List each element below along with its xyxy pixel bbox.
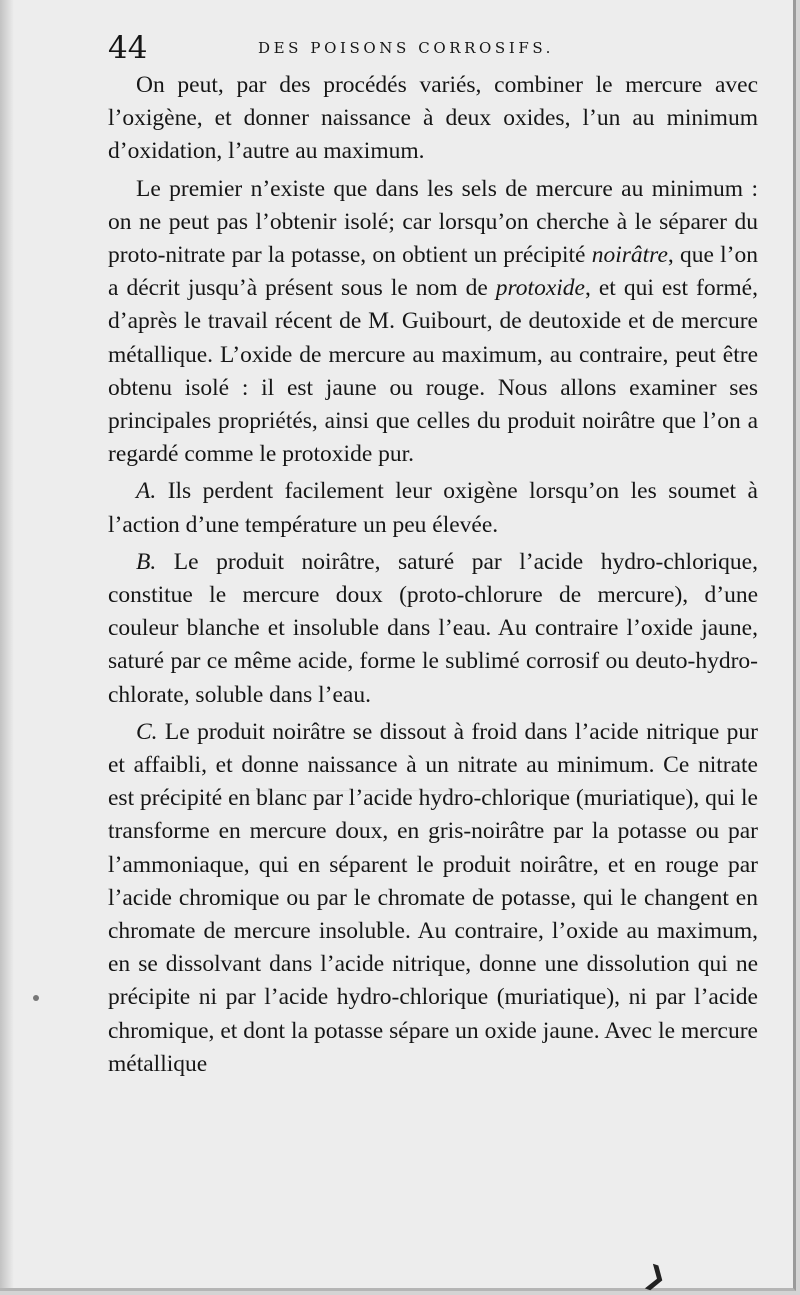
running-title: DES POISONS CORROSIFS. xyxy=(258,39,555,57)
italic-term-protoxide: protoxide xyxy=(495,275,585,302)
page-number: 44 xyxy=(108,30,148,66)
italic-term-noiratre: noirâtre xyxy=(591,242,668,269)
section-label-a: A. xyxy=(136,478,157,505)
show-through-line xyxy=(250,790,650,791)
paragraph-text: Le produit noirâtre se dissout à froid dans l’acide nitrique pur et affaibli, et donne naissance à un nitrate au minimum. Ce nitrate est précipité en blanc par l’acide hydro-chlorique (muriatique), qui le transforme en mercure doux, en gris-noirâtre par la potasse ou par l’ammoniaque, qui en séparent le produit noirâtre, et en rouge par l’acide chromique ou par le chromate de potasse, qui le changent en chromate de mercure insoluble. Au contraire, l’oxide au maximum, en se dissolvant dans l’acide nitrique, donne une dissolution qui ne précipite ni par l’acide hydro-chlorique (muriatique), ni par l’acide chromique, et dont la potasse sépare un oxide jaune. Avec le mercure métallique xyxy=(108,718,758,1077)
binding-shadow xyxy=(0,0,14,1288)
paragraph-text: , que l’on a décrit jusqu’à présent sous le nom de xyxy=(108,242,758,302)
paragraph-text: Ils perdent facilement leur oxigène lorsqu’on les soumet à l’action d’une température un peu élevée. xyxy=(108,478,758,538)
body-text xyxy=(108,69,758,1085)
section-label-c: C. xyxy=(136,718,158,745)
paragraph-intro: On peut, par des procédés variés, combiner le mercure avec l’oxigène, et donner naissance à deux oxides, l’un au minimum d’oxidation, l’autre au maximum. xyxy=(108,72,758,165)
paragraph-first-oxide xyxy=(108,173,758,472)
paragraph-a xyxy=(108,475,758,541)
paragraph-text: , et qui est formé, d’après le travail récent de M. Guibourt, de deutoxide et de mercure métallique. L’oxide de mercure au maximum, au contraire, peut être obtenu isolé : il est jaune ou rouge. Nous allons examiner ses principales propriétés, ainsi que celles du produit noirâtre que l’on a regardé comme le protoxide pur. xyxy=(108,275,758,468)
paragraph-b xyxy=(108,546,758,712)
ink-mark: ❯ xyxy=(640,1259,671,1295)
paragraph-c xyxy=(108,716,758,1081)
section-label-b: B. xyxy=(136,548,157,575)
ink-spot xyxy=(33,995,39,1001)
paragraph-text: Le produit noirâtre, saturé par l’acide hydro-chlorique, constitue le mercure doux (proto-chlorure de mercure), d’une couleur blanche et insoluble dans l’eau. Au contraire l’oxide jaune, saturé par ce même acide, forme le sublimé corrosif ou deuto-hydro-chlorate, soluble dans l’eau. xyxy=(108,548,758,708)
page-header xyxy=(108,30,758,66)
paragraph-text: Le premier n’existe que dans les sels de mercure au minimum : on ne peut pas l’obtenir isolé; car lorsqu’on cherche à le séparer du proto-nitrate par la potasse, on obtient un précipité xyxy=(108,175,758,269)
